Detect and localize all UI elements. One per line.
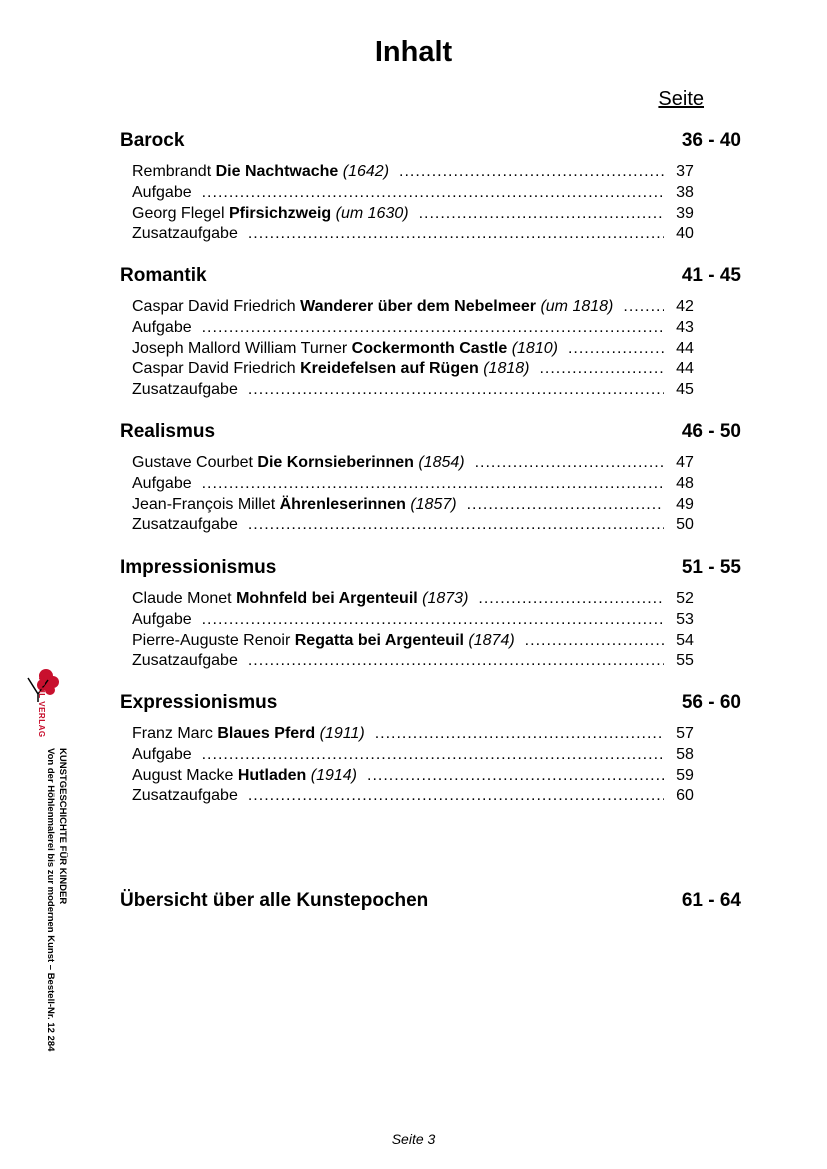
entry-page-number: 45 bbox=[676, 381, 694, 399]
entry-page-number: 60 bbox=[676, 787, 694, 805]
artwork-title: Mohnfeld bei Argenteuil bbox=[236, 590, 418, 607]
section-page-range: 41 - 45 bbox=[681, 265, 741, 286]
entry-page-number: 38 bbox=[676, 183, 694, 201]
toc-entry bbox=[132, 515, 741, 536]
dot-leader bbox=[248, 515, 664, 536]
section-heading bbox=[120, 265, 741, 291]
toc-entry bbox=[132, 589, 741, 610]
entry-page-number: 37 bbox=[676, 163, 694, 180]
publisher-sidebar bbox=[20, 668, 68, 1088]
artwork-year: (1818) bbox=[483, 360, 530, 378]
logo-text: KOHL VERLAG bbox=[37, 674, 46, 738]
entry-prefix: Aufgabe bbox=[132, 474, 192, 492]
toc-section bbox=[120, 421, 741, 536]
toc-entry bbox=[132, 380, 741, 401]
entry-list bbox=[132, 453, 741, 536]
page-footer: Seite 3 bbox=[391, 1131, 436, 1147]
dot-leader bbox=[202, 183, 664, 204]
entry-prefix: Zusatzaufgabe bbox=[132, 652, 238, 670]
entry-page-number: 49 bbox=[676, 495, 694, 513]
dot-leader bbox=[419, 204, 664, 225]
artwork-year: (1857) bbox=[410, 495, 457, 513]
toc-entry bbox=[132, 651, 741, 672]
toc-entry bbox=[132, 610, 741, 631]
entry-page-number: 43 bbox=[676, 318, 694, 336]
section-title: Barock bbox=[120, 130, 185, 151]
toc-entry bbox=[132, 183, 741, 204]
artwork-title: Hutladen bbox=[237, 766, 307, 784]
artwork-title: Pfirsichzweig bbox=[228, 204, 332, 222]
dot-leader bbox=[467, 495, 664, 516]
sidebar-text bbox=[44, 748, 68, 1051]
toc-entry bbox=[132, 786, 741, 807]
entry-prefix: Zusatzaufgabe bbox=[132, 516, 238, 534]
entry-prefix: Jean-François Millet bbox=[132, 495, 276, 513]
section-title: Romantik bbox=[120, 265, 207, 286]
entry-page-number: 48 bbox=[676, 474, 694, 492]
entry-prefix: Claude Monet bbox=[132, 590, 232, 607]
toc-entry bbox=[132, 339, 741, 360]
toc-section bbox=[120, 265, 741, 401]
artwork-title: Ährenleserinnen bbox=[279, 495, 406, 513]
entry-prefix: Pierre-Auguste Renoir bbox=[132, 631, 291, 649]
toc-entry bbox=[132, 224, 741, 245]
entry-prefix: Aufgabe bbox=[132, 745, 192, 763]
toc-entry bbox=[132, 766, 741, 787]
artwork-year: (1911) bbox=[319, 725, 365, 742]
entry-prefix: Rembrandt bbox=[132, 163, 212, 180]
section-title: Impressionismus bbox=[120, 557, 277, 578]
toc-entry bbox=[132, 724, 741, 745]
entry-prefix: Caspar David Friedrich bbox=[132, 360, 296, 378]
artwork-title: Regatta bei Argenteuil bbox=[294, 631, 464, 649]
artwork-year: (1914) bbox=[310, 766, 357, 784]
entry-prefix: Georg Flegel bbox=[132, 204, 225, 222]
dot-leader bbox=[202, 318, 664, 339]
artwork-title: Blaues Pferd bbox=[217, 725, 316, 742]
toc-entry bbox=[132, 318, 741, 339]
toc-entry bbox=[132, 359, 741, 380]
entry-page-number: 55 bbox=[676, 652, 694, 670]
entry-page-number: 59 bbox=[676, 766, 694, 784]
dot-leader bbox=[399, 162, 664, 183]
section-heading bbox=[120, 421, 741, 447]
artwork-year: (1810) bbox=[511, 339, 558, 357]
summary-entry bbox=[120, 890, 741, 912]
entry-page-number: 44 bbox=[676, 339, 694, 357]
entry-page-number: 57 bbox=[676, 725, 694, 742]
toc-entry bbox=[132, 453, 741, 474]
section-page-range: 56 - 60 bbox=[681, 692, 741, 713]
dot-leader bbox=[202, 474, 664, 495]
dot-leader bbox=[248, 786, 664, 807]
dot-leader bbox=[475, 453, 664, 474]
artwork-year: (1874) bbox=[468, 631, 515, 649]
section-page-range: 51 - 55 bbox=[681, 557, 741, 578]
entry-prefix: Franz Marc bbox=[132, 725, 213, 742]
toc-entry bbox=[132, 745, 741, 766]
entry-prefix: Zusatzaufgabe bbox=[132, 381, 238, 399]
section-title: Expressionismus bbox=[120, 692, 278, 713]
summary-range: 61 - 64 bbox=[681, 890, 741, 911]
dot-leader bbox=[202, 610, 664, 631]
toc-entry bbox=[132, 162, 741, 183]
dot-leader bbox=[248, 380, 664, 401]
entry-prefix: Gustave Courbet bbox=[132, 454, 253, 471]
artwork-title: Die Kornsieberinnen bbox=[257, 454, 414, 471]
entry-page-number: 50 bbox=[676, 516, 694, 534]
section-page-range: 46 - 50 bbox=[681, 421, 741, 442]
entry-page-number: 39 bbox=[676, 204, 694, 222]
dot-leader bbox=[367, 766, 664, 787]
entry-prefix: Joseph Mallord William Turner bbox=[132, 339, 348, 357]
entry-prefix: Aufgabe bbox=[132, 183, 192, 201]
entry-list bbox=[132, 589, 741, 672]
artwork-year: (1854) bbox=[418, 454, 465, 471]
entry-page-number: 40 bbox=[676, 225, 694, 243]
toc-section bbox=[120, 130, 741, 245]
entry-page-number: 42 bbox=[676, 298, 694, 315]
dot-leader bbox=[539, 359, 664, 380]
toc-section bbox=[120, 692, 741, 807]
section-title: Realismus bbox=[120, 421, 216, 442]
artwork-title: Cockermonth Castle bbox=[351, 339, 508, 357]
page-title: Inhalt bbox=[374, 36, 453, 68]
entry-page-number: 54 bbox=[676, 631, 694, 649]
entry-list bbox=[132, 297, 741, 401]
artwork-title: Die Nachtwache bbox=[215, 163, 339, 180]
toc-entry bbox=[132, 495, 741, 516]
entry-prefix: August Macke bbox=[132, 766, 234, 784]
sidebar-line-2: Von der Höhlenmalerei bis zur modernen Kunst – Bestell-Nr. 12 284 bbox=[45, 748, 56, 1052]
sidebar-line-1: KUNSTGESCHICHTE FÜR KINDER bbox=[57, 748, 68, 905]
dot-leader bbox=[248, 651, 664, 672]
toc-section bbox=[120, 557, 741, 672]
artwork-year: (1642) bbox=[342, 163, 390, 180]
entry-prefix: Aufgabe bbox=[132, 610, 192, 628]
entry-prefix: Zusatzaufgabe bbox=[132, 787, 238, 805]
entry-list bbox=[132, 724, 741, 807]
entry-page-number: 58 bbox=[676, 745, 694, 763]
toc-entry bbox=[132, 631, 741, 652]
dot-leader bbox=[525, 631, 664, 652]
artwork-year: (um 1818) bbox=[540, 298, 614, 315]
entry-page-number: 44 bbox=[676, 360, 694, 378]
dot-leader bbox=[375, 724, 664, 745]
dot-leader bbox=[478, 589, 664, 610]
section-page-range: 36 - 40 bbox=[681, 130, 741, 151]
dot-leader bbox=[568, 339, 664, 360]
artwork-title: Wanderer über dem Nebelmeer bbox=[300, 298, 536, 315]
artwork-year: (1873) bbox=[422, 590, 469, 607]
entry-page-number: 47 bbox=[676, 454, 694, 471]
toc-entry bbox=[132, 297, 741, 318]
entry-prefix: Aufgabe bbox=[132, 318, 192, 336]
dot-leader bbox=[202, 745, 664, 766]
entry-page-number: 53 bbox=[676, 610, 694, 628]
entry-prefix: Zusatzaufgabe bbox=[132, 225, 238, 243]
section-heading bbox=[120, 130, 741, 156]
summary-title: Übersicht über alle Kunstepochen bbox=[120, 890, 429, 911]
dot-leader bbox=[623, 297, 664, 318]
toc-entry bbox=[132, 474, 741, 495]
entry-list bbox=[132, 162, 741, 245]
dot-leader bbox=[248, 224, 664, 245]
entry-page-number: 52 bbox=[676, 590, 694, 607]
artwork-title: Kreidefelsen auf Rügen bbox=[300, 360, 479, 378]
entry-prefix: Caspar David Friedrich bbox=[132, 298, 296, 315]
toc-entry bbox=[132, 204, 741, 225]
artwork-year: (um 1630) bbox=[335, 204, 409, 222]
page-column-label: Seite bbox=[658, 88, 704, 110]
section-heading bbox=[120, 557, 741, 583]
section-heading bbox=[120, 692, 741, 718]
